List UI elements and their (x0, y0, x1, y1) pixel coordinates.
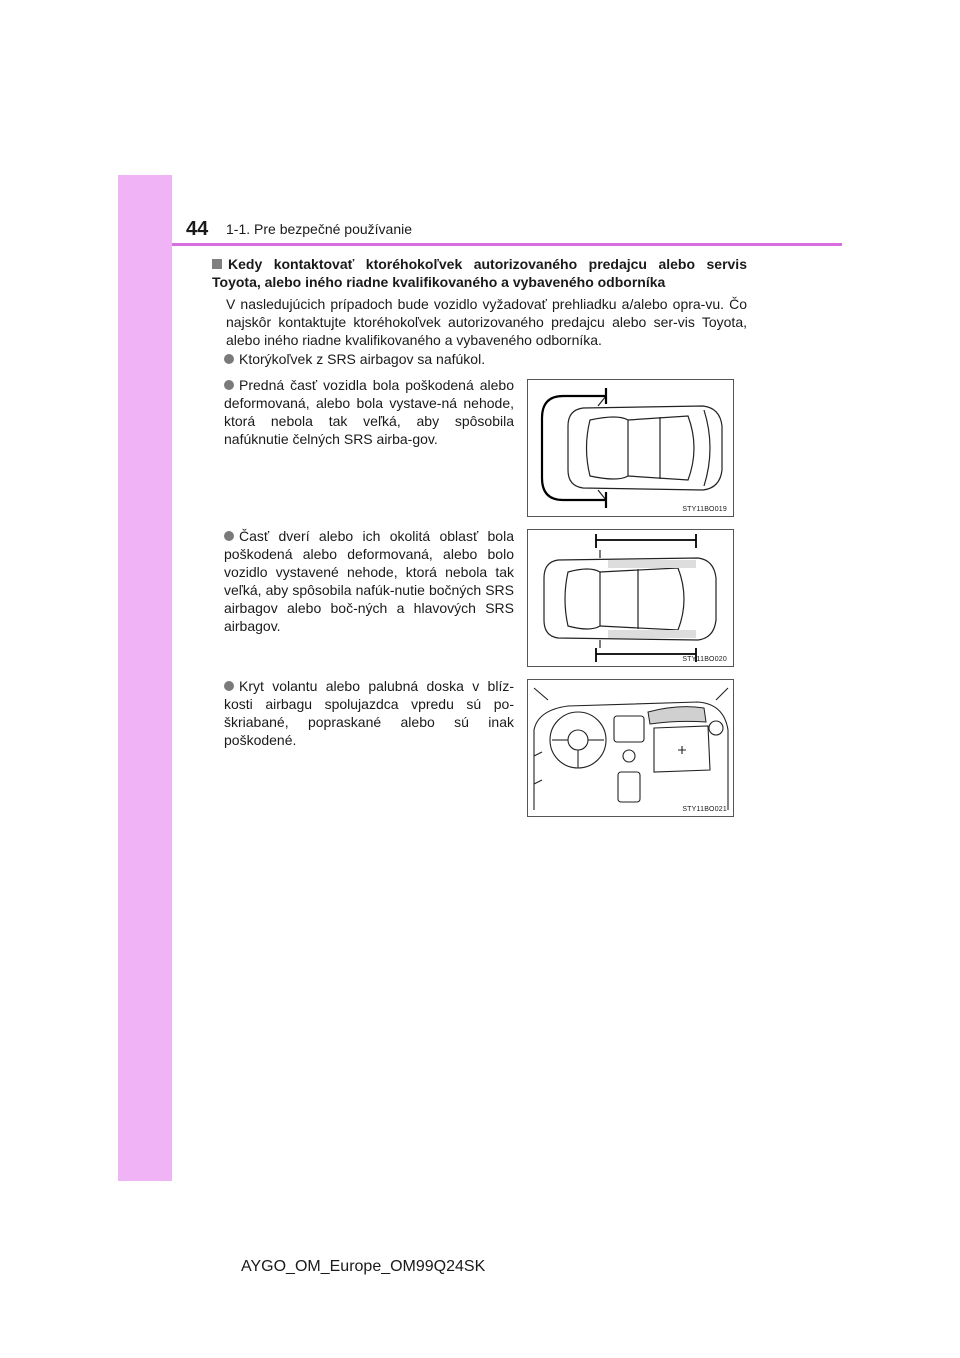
list-item (224, 527, 514, 635)
bullet-dot-icon (224, 380, 234, 390)
header-rule (172, 243, 842, 246)
bullet-dot-icon (224, 531, 234, 541)
list-item-text: Časť dverí alebo ich okolitá oblasť bola poškodená alebo deformovaná, alebo bolo vozidlo vystavené nehode, ktorá nebola tak veľká, aby spôsobila nafúk-nutie bočných SRS airbagov alebo boč-ných a hlavových SRS airbagov. (224, 528, 514, 634)
list-item-text: Predná časť vozidla bola poškodená alebo deformovaná, alebo bola vystave-ná nehode, ktorá nebola tak veľká, aby spôsobila nafúknutie čelných SRS airba-gov. (224, 377, 514, 447)
section-heading-text: Kedy kontaktovať ktoréhokoľvek autorizovaného predajcu alebo servis Toyota, alebo iného riadne kvalifikovaného a vybaveného odborníka (212, 256, 747, 290)
sidebar-tab (118, 175, 172, 1181)
figure-side-damage (527, 529, 734, 667)
list-item (224, 350, 744, 368)
car-top-front-illustration (528, 380, 733, 516)
footer-doc-id: AYGO_OM_Europe_OM99Q24SK (241, 1258, 486, 1275)
figure-id: STY11BO021 (682, 806, 727, 813)
list-item (224, 376, 514, 448)
intro-paragraph: V nasledujúcich prípadoch bude vozidlo vyžadovať prehliadku a/alebo opra-vu. Čo najskôr kontaktujte ktoréhokoľvek autorizovaného predajcu alebo ser-vis Toyota, alebo iného riadne kvalifikovaného a vybaveného odborníka. (226, 296, 747, 348)
figure-dashboard-damage (527, 679, 734, 817)
list-item (224, 677, 514, 749)
square-bullet-icon (212, 259, 222, 269)
dashboard-illustration (528, 680, 733, 816)
list-item-text: Ktorýkoľvek z SRS airbagov sa nafúkol. (239, 351, 486, 367)
figure-id: STY11BO020 (682, 656, 727, 663)
list-item-text: Kryt volantu alebo palubná doska v blíz-kosti airbagu spolujazdca vpredu sú po-škriabané, popraskané alebo sú inak poškodené. (224, 678, 514, 748)
figure-front-damage (527, 379, 734, 517)
page-number: 44 (186, 218, 209, 240)
section-header: 1-1. Pre bezpečné používanie (226, 221, 413, 237)
section-heading (212, 255, 747, 291)
bullet-dot-icon (224, 681, 234, 691)
car-top-side-illustration (528, 530, 733, 666)
figure-id: STY11BO019 (682, 506, 727, 513)
bullet-dot-icon (224, 354, 234, 364)
